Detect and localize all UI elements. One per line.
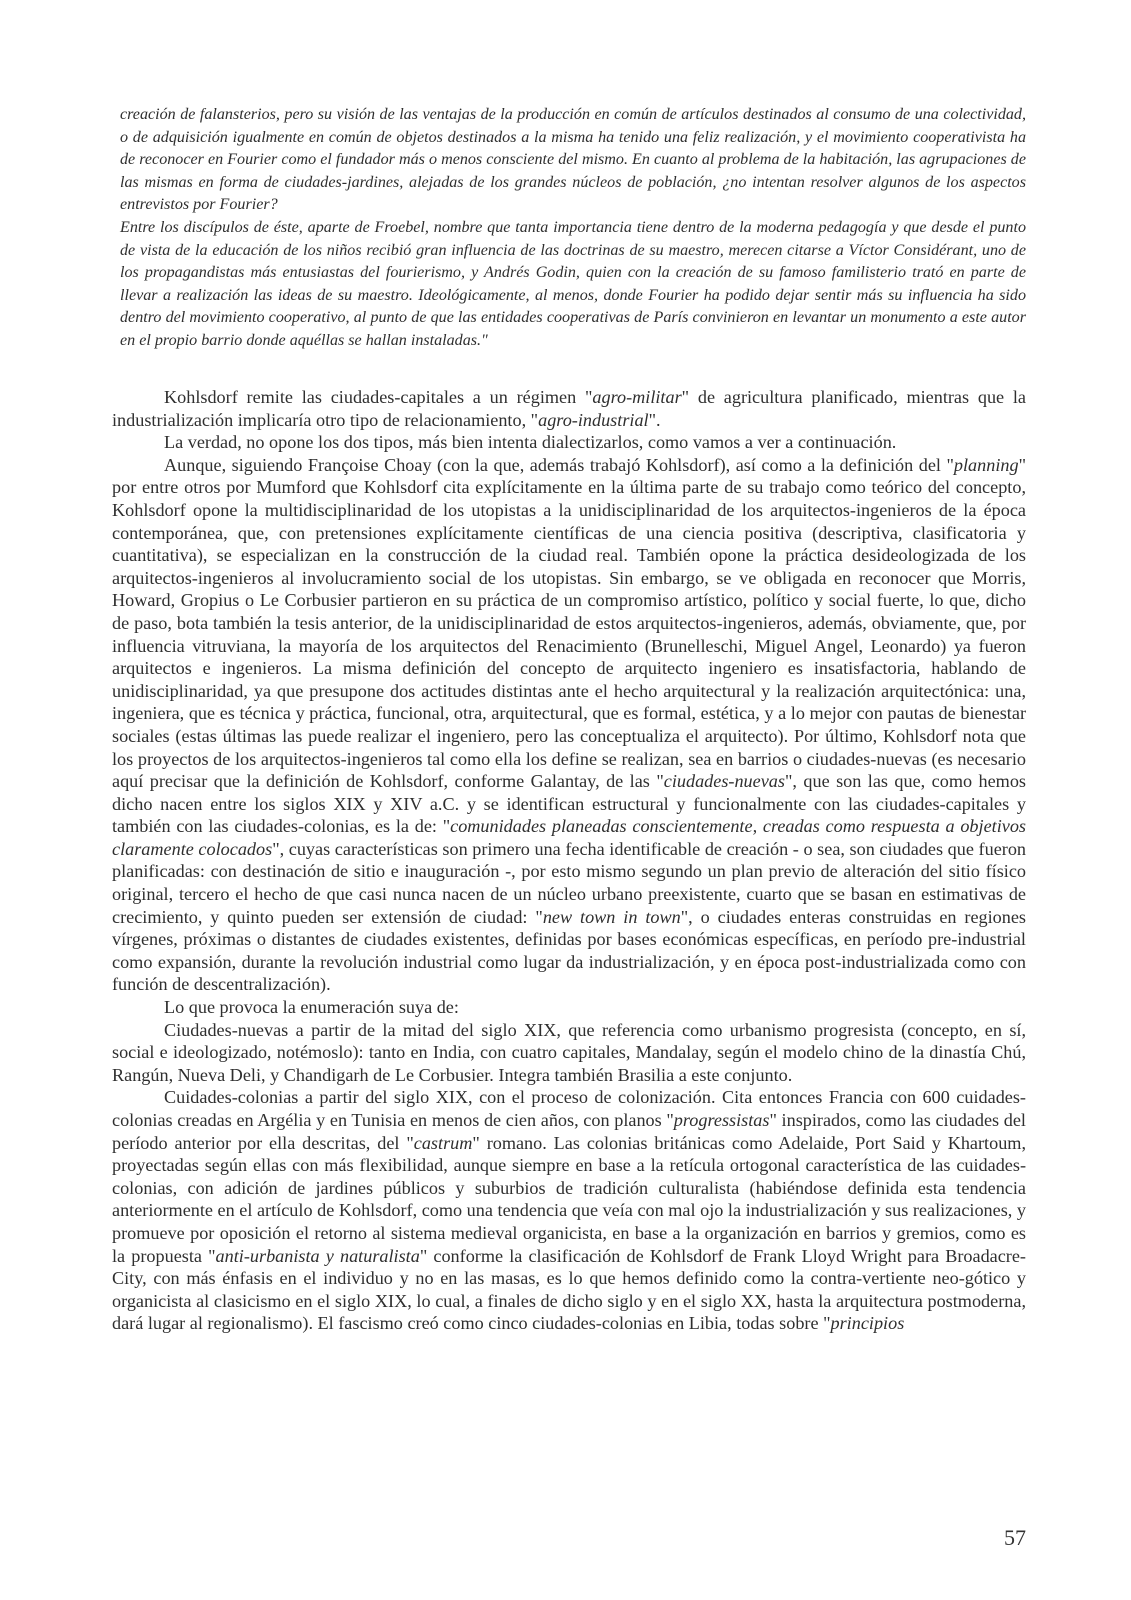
italic-term: new town in town bbox=[542, 906, 681, 927]
text-run: ". bbox=[648, 409, 661, 430]
text-run: Aunque, siguiendo Françoise Choay (con la que, además trabajó Kohlsdorf), así como a la definición del " bbox=[164, 454, 954, 475]
italic-term: planning bbox=[953, 454, 1019, 475]
body-paragraph bbox=[112, 454, 1026, 996]
text-run: Kohlsdorf remite las ciudades-capitales a un régimen " bbox=[164, 387, 593, 407]
italic-term: comunidades planeadas conscientemente, creadas como respuesta a objetivos claramente colocados bbox=[112, 816, 1026, 859]
body-text bbox=[112, 386, 1026, 1335]
page-number: 57 bbox=[1004, 1525, 1026, 1550]
text-run: Cuidades-colonias a partir del siglo XIX, con el proceso de colonización. Cita entonces Francia con 600 cuidades-colonias creadas en Argélia y en Tunisia en menos de cien años, con planos " bbox=[112, 1087, 1026, 1130]
text-run: ", que son las que, como hemos dicho nacen entre los siglos XIX y XIV a.C. y se identifican estructural y funcionalmente con las ciudades-capitales y también con las ciudades-colonias, es la de: " bbox=[112, 771, 1026, 837]
italic-term: agro-industrial bbox=[538, 409, 649, 430]
body-paragraph: La verdad, no opone los dos tipos, más bien intenta dialectizarlos, como vamos a ver a continuación. bbox=[164, 432, 897, 453]
italic-term: ciudades-nuevas bbox=[663, 771, 785, 792]
quote-paragraph: Entre los discípulos de éste, aparte de Froebel, nombre que tanta importancia tiene dentro de la moderna pedagogía y que desde el punto de vista de la educación de los niños recibió gran influencia de las doctrinas de su maestro, merecen citarse a Víctor Considérant, uno de los propagandistas más entusiastas del fourierismo, y Andrés Godin, quien con la creación de su famoso familisterio trató en parte de llevar a realización las ideas de su maestro. Ideológicamente, al menos, donde Fourier ha podido dejar sentir más su influencia ha sido dentro del movimiento cooperativo, al punto de que las entidades cooperativas de París convinieron en levantar un monumento a este autor en el propio barrio donde aquéllas se hallan instaladas." bbox=[120, 218, 1026, 349]
quote-paragraph: creación de falansterios, pero su visión de las ventajas de la producción en común de artículos destinados al consumo de una colectividad, o de adquisición igualmente en común de objetos destinados a la misma ha tenido una feliz realización, y el movimiento cooperativista ha de reconocer en Fourier como el fundador más o menos consciente del mismo. En cuanto al problema de la habitación, las agrupaciones de las mismas en forma de ciudades-jardines, alejadas de los grandes núcleos de población, ¿no intentan resolver algunos de los aspectos entrevistos por Fourier? bbox=[120, 106, 1026, 214]
italic-term: anti-urbanista y naturalista bbox=[215, 1245, 420, 1266]
text-run: " inspirados, como las ciudades del período anterior por ella descritas, del " bbox=[112, 1110, 1026, 1153]
text-run: " conforme la clasificación de Kohlsdorf de Frank Lloyd Wright para Broadacre-City, con más énfasis en el individuo y no en las masas, es lo que hemos definido como la contra-vertiente neo-gótico y organicista al clasicismo en el siglo XIX, lo cual, a finales de dicho siglo y en el siglo XX, hasta la arquitectura postmoderna, dará lugar al regionalismo). El fascismo creó como cinco ciudades-colonias en Libia, todas sobre " bbox=[112, 1245, 1026, 1334]
text-run: " por entre otros por Mumford que Kohlsdorf cita explícitamente en la última parte de su trabajo como teórico del concepto, Kohlsdorf opone la multidisciplinaridad de los utopistas a la unidisciplinaridad de los arquitectos-ingenieros de la época contemporánea, que, con pretensiones explícitamente científicas de una ciencia positiva (descriptiva, clasificatoria y cuantitativa), se especializan en la construcción de la ciudad real. También opone la práctica desideologizada de los arquitectos-ingenieros al involucramiento social de los utopistas. Sin embargo, se ve obligada en reconocer que Morris, Howard, Gropius o Le Corbusier partieron en su práctica de un compromiso artístico, político y social fuerte, lo que, dicho de paso, bota también la tesis anterior, de la unidisciplinaridad de estos arquitectos-ingenieros, además, obviamente, que, por influencia vitruviana, la mayoría de los arquitectos del Renacimiento (Brunelleschi, Miguel Angel, Leonardo) ya fueron arquitectos e ingenieros. La misma definición del concepto de arquitecto ingeniero es insatisfactoria, hablando de unidisciplinaridad, ya que presupone dos actitudes distintas ante el hecho arquitectural y la realización arquitectónica: una, ingeniera, que es técnica y práctica, funcional, otra, arquitectural, que es formal, estética, y a lo mejor con pautas de bienestar sociales (estas últimas las puede realizar el ingeniero, pero las conceptualiza el arquitecto). Por último, Kohlsdorf nota que los proyectos de los arquitectos-ingenieros tal como ella los define se realizan, sea en barrios o ciudades-nuevas (es necesario aquí precisar que la definición de Kohlsdorf, conforme Galantay, de las " bbox=[112, 454, 1026, 792]
text-run: " de agricultura planificado, mientras que la industrialización implicaría otro tipo de relacionamiento, " bbox=[112, 387, 1026, 430]
body-paragraph bbox=[112, 1086, 1026, 1335]
block-quotation bbox=[120, 104, 1026, 353]
italic-term: agro-militar bbox=[592, 387, 682, 407]
body-paragraph: Lo que provoca la enumeración suya de: bbox=[164, 997, 459, 1018]
text-run: ", cuyas características son primero una fecha identificable de creación - o sea, son ciudades que fueron planificadas: con destinación de sitio e inauguración -, por esto mismo segundo un plan previo de alteración del sitio físico original, tercero el hecho de que casi nunca nacen de un núcleo urbano preexistente, cuarto que se basan en estimativas de crecimiento, y quinto pueden ser extensión de ciudad: " bbox=[112, 838, 1027, 927]
italic-term: progressistas bbox=[673, 1110, 770, 1130]
body-paragraph bbox=[112, 386, 1026, 431]
text-run: ", o ciudades enteras construidas en regiones vírgenes, próximas o distantes de ciudades existentes, definidas por bases económicas específicas, en período pre-industrial como expansión, durante la revolución industrial como lugar da industrialización, y en época post-industrializada como con función de descentralización). bbox=[112, 906, 1027, 995]
text-run: " romano. Las colonias británicas como Adelaide, Port Said y Khartoum, proyectadas según ellas con más flexibilidad, aunque siempre en base a la retícula ortogonal característica de las cuidades-colonias, con adición de jardines públicos y suburbios de tradición culturalista (habiéndose definida esta tendencia anteriormente en el artículo de Kohlsdorf, como una tendencia que veía con mal ojo la industrialización y sus realizaciones, y promueve por oposición el retorno al sistema medieval organicista, en base a la organización en barrios y gremios, como es la propuesta " bbox=[112, 1132, 1026, 1266]
italic-term: principios bbox=[830, 1313, 905, 1334]
italic-term: castrum bbox=[413, 1132, 473, 1153]
body-paragraph: Ciudades-nuevas a partir de la mitad del siglo XIX, que referencia como urbanismo progresista (concepto, en sí, social e ideologizado, notémoslo): tanto en India, con cuatro capitales, Mandalay, según el modelo chino de la dinastía Chú, Rangún, Nueva Deli, y Chandigarh de Le Corbusier. Integra también Brasilia a este conjunto. bbox=[112, 1019, 1026, 1085]
